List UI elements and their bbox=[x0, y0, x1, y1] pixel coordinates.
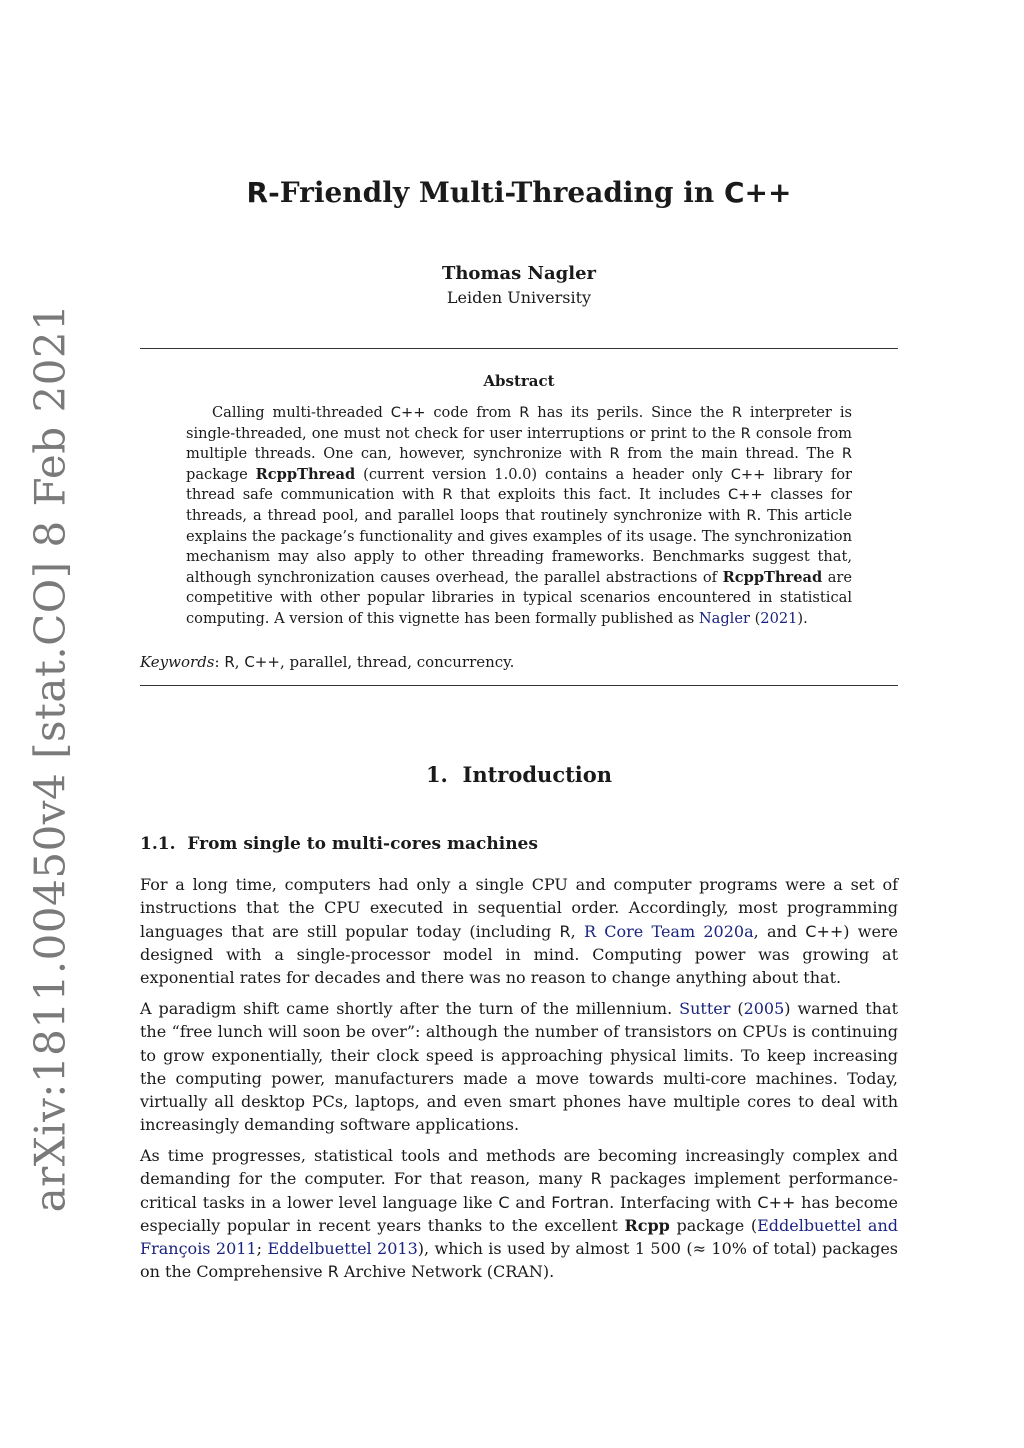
title-cpp-name: C++ bbox=[723, 176, 792, 209]
paragraph-text: package ( bbox=[669, 1215, 758, 1235]
abstract-text: ( bbox=[749, 609, 761, 627]
package-rcppthread: RcppThread bbox=[722, 568, 823, 586]
abstract-text: ). bbox=[797, 609, 808, 627]
citation-link-eddelbuettel-francois[interactable]: Eddelbuettel and François 2011 bbox=[140, 1215, 898, 1259]
citation-link-eddelbuettel[interactable]: Eddelbuettel 2013 bbox=[267, 1239, 418, 1259]
lang-cpp: C++ bbox=[805, 921, 844, 941]
citation-link-sutter[interactable]: Sutter bbox=[679, 999, 731, 1018]
keywords-text: , bbox=[234, 653, 245, 671]
abstract-bottom-rule bbox=[140, 685, 898, 686]
title-r-name: R bbox=[246, 176, 269, 209]
subsection-number: 1.1. bbox=[140, 834, 176, 854]
abstract-text: Calling multi-threaded bbox=[212, 404, 391, 421]
abstract-text: library for thread safe communication with bbox=[186, 465, 852, 504]
paragraph-text: and bbox=[509, 1192, 552, 1212]
lang-r: R bbox=[731, 404, 742, 421]
lang-r: R bbox=[442, 486, 453, 504]
keywords-text: : bbox=[214, 653, 225, 671]
abstract-text: (current version 1.0.0) contains a header only bbox=[355, 465, 731, 483]
package-rcpp: Rcpp bbox=[624, 1215, 670, 1235]
section-number: 1. bbox=[425, 762, 448, 787]
lang-cpp: C++ bbox=[390, 404, 426, 421]
subsection-title: From single to multi-cores machines bbox=[187, 834, 538, 854]
citation-link-sutter-year[interactable]: 2005 bbox=[743, 999, 785, 1018]
arxiv-identifier-stamp: arXiv:1811.00450v4 [stat.CO] 8 Feb 2021 bbox=[25, 303, 75, 1213]
abstract-text: from the main thread. The bbox=[619, 445, 842, 463]
paragraph-text: ) warned that the “free lunch will soon be over”: although the number of transistors on CPUs is continuing to grow exponentially, their clock speed is approaching physical limits. To keep increasing the computing power, manufacturers made a move towards multi-core machines. Today, virtually all desktop PCs, laptops, and even smart phones have multiple cores to deal with increasingly demanding software applications. bbox=[140, 999, 899, 1135]
author-block bbox=[140, 262, 898, 310]
keywords-line bbox=[140, 652, 898, 672]
paragraph-text: ) were designed with a single-processor model in mind. Computing power was growing at exponential rates for decades and there was no reason to change anything about that. bbox=[140, 921, 899, 988]
lang-r: R bbox=[590, 1169, 602, 1189]
paragraph-text: packages implement performance-critical tasks in a lower level language like bbox=[140, 1169, 898, 1212]
keywords-label: Keywords bbox=[140, 653, 215, 671]
title-text: -Friendly Multi-Threading in bbox=[268, 176, 724, 209]
lang-r: R bbox=[327, 1262, 339, 1282]
abstract-text: that exploits this fact. It includes bbox=[452, 486, 728, 504]
abstract-text: has its perils. Since the bbox=[529, 404, 732, 421]
author-name: Thomas Nagler bbox=[441, 263, 597, 284]
section-heading bbox=[140, 762, 898, 787]
subsection-heading bbox=[140, 834, 898, 854]
abstract-text: interpreter is single-threaded, one must not check for user interruptions or print to the bbox=[186, 404, 853, 442]
author-affiliation: Leiden University bbox=[446, 288, 592, 307]
lang-cpp: C++ bbox=[730, 465, 766, 483]
body-paragraph bbox=[140, 873, 898, 989]
citation-link-nagler[interactable]: Nagler bbox=[698, 609, 750, 627]
abstract-text: classes for threads, a thread pool, and parallel loops that routinely synchronize with bbox=[186, 486, 852, 524]
body-paragraph bbox=[140, 1144, 898, 1284]
lang-r: R bbox=[740, 424, 751, 442]
lang-r: R bbox=[519, 404, 530, 421]
abstract-text: console from multiple threads. One can, however, synchronize with bbox=[186, 424, 852, 463]
lang-r: R bbox=[224, 653, 235, 671]
paragraph-text: ( bbox=[730, 999, 744, 1018]
citation-link-r-core-team[interactable]: R Core Team 2020a bbox=[584, 921, 754, 941]
lang-r: R bbox=[746, 506, 757, 524]
lang-c: C bbox=[498, 1192, 510, 1212]
paragraph-text: , bbox=[570, 921, 584, 941]
package-rcppthread: RcppThread bbox=[255, 465, 356, 483]
body-paragraph bbox=[140, 997, 898, 1137]
lang-cpp: C++ bbox=[727, 486, 763, 504]
paragraph-text: For a long time, computers had only a single CPU and computer programs were a set of instructions that the CPU executed in sequential order. Accordingly, most programming languages that are still popular today (including bbox=[140, 875, 898, 941]
paragraph-text: ), which is used by almost 1 500 (≈ 10% of total) packages on the Comprehensive bbox=[140, 1239, 899, 1282]
abstract-text: are competitive with other popular libraries in typical scenarios encountered in statistical computing. A version of this vignette has been formally published as bbox=[186, 568, 853, 627]
paragraph-text: As time progresses, statistical tools and methods are becoming increasingly complex and demanding for the computer. For that reason, many bbox=[140, 1146, 898, 1189]
abstract-heading: Abstract bbox=[483, 372, 555, 390]
paragraph-text: , and bbox=[753, 921, 806, 941]
abstract-text: code from bbox=[425, 404, 520, 421]
abstract-text: . This article explains the package’s functionality and gives examples of its usage. The synchronization mechanism may also apply to other threading frameworks. Benchmarks suggest that, although synchronization causes overhead, the parallel abstractions of bbox=[186, 506, 852, 586]
lang-cpp: C++ bbox=[757, 1192, 796, 1212]
abstract-top-rule bbox=[140, 348, 898, 349]
paragraph-text: Archive Network (CRAN). bbox=[338, 1262, 555, 1282]
section-title: Introduction bbox=[462, 762, 613, 787]
abstract-body bbox=[186, 403, 852, 630]
lang-r: R bbox=[841, 445, 852, 463]
paragraph-text: . Interfacing with bbox=[609, 1192, 758, 1212]
paragraph-text: has become especially popular in recent years thanks to the excellent bbox=[140, 1192, 898, 1235]
lang-r: R bbox=[559, 921, 571, 941]
lang-fortran: Fortran bbox=[551, 1192, 610, 1212]
paragraph-text: ; bbox=[256, 1239, 268, 1259]
keywords-text: , parallel, thread, concurrency. bbox=[279, 653, 515, 671]
lang-cpp: C++ bbox=[244, 653, 280, 671]
citation-link-nagler-year[interactable]: 2021 bbox=[760, 609, 798, 627]
paper-title bbox=[140, 176, 898, 209]
abstract-text: package bbox=[186, 465, 256, 483]
paragraph-text: A paradigm shift came shortly after the turn of the millennium. bbox=[140, 999, 680, 1018]
lang-r: R bbox=[609, 445, 620, 463]
